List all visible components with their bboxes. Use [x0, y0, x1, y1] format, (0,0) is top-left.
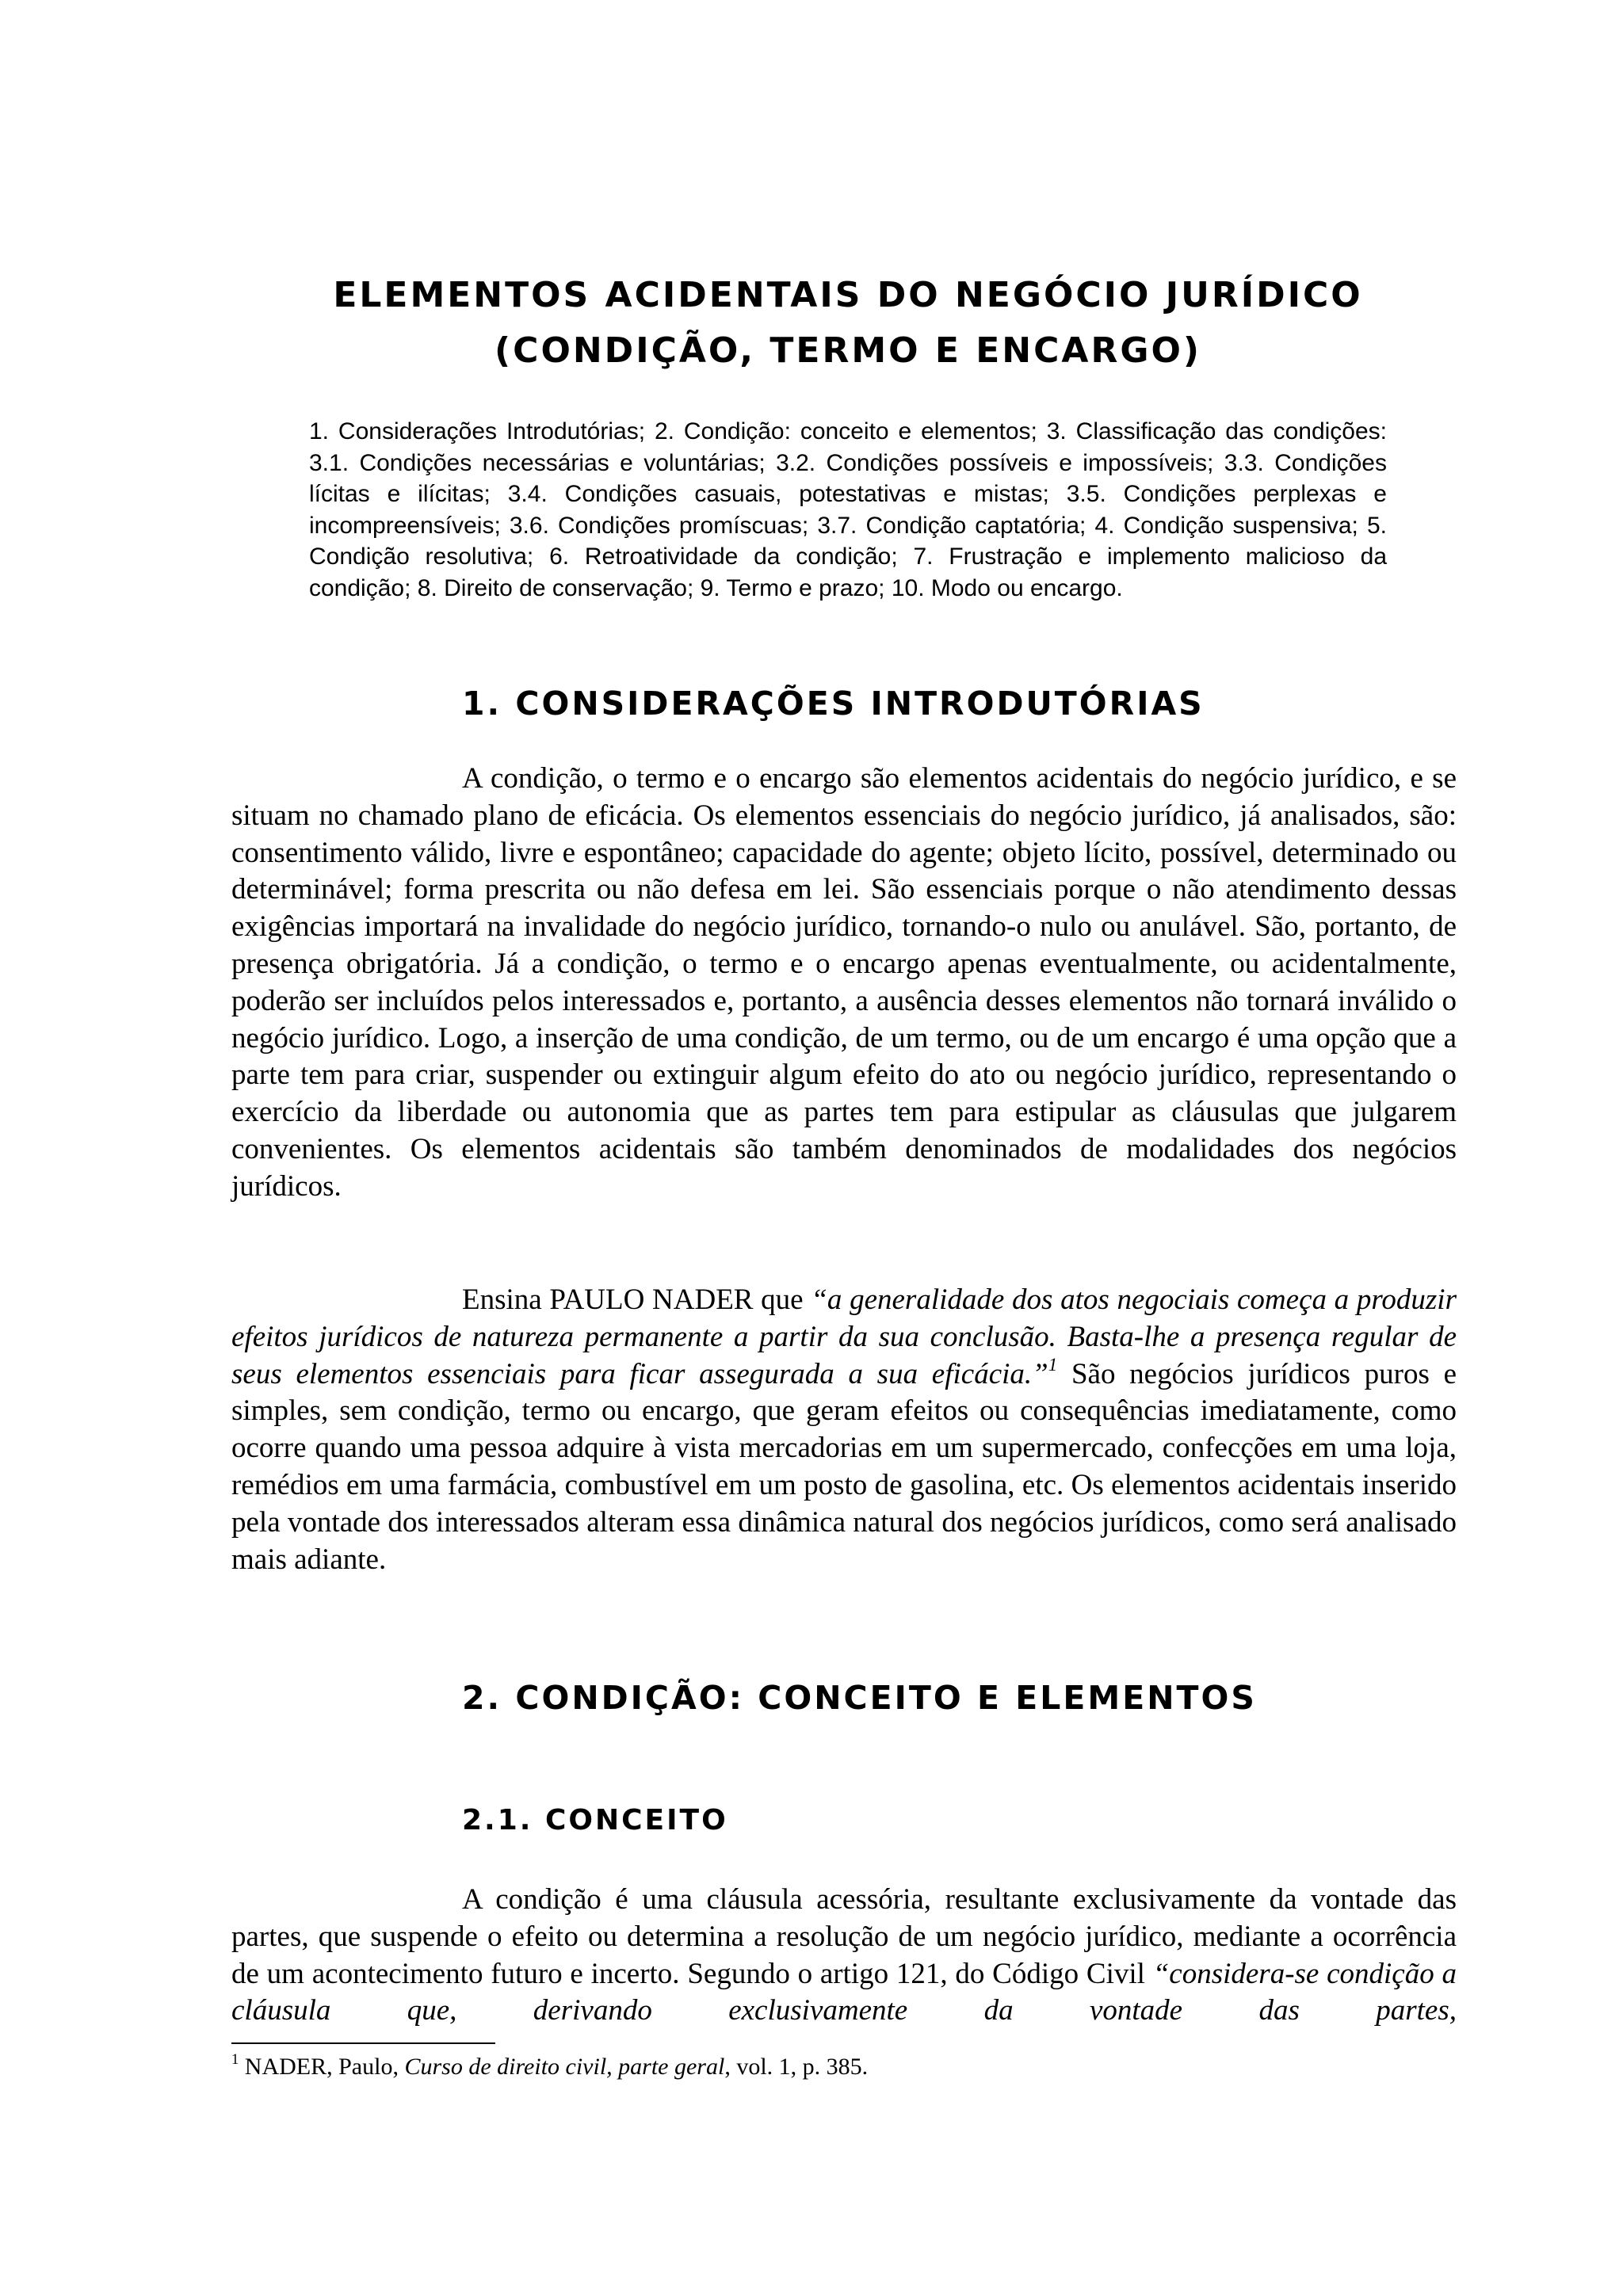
footnote-reference-1: 1: [1048, 1354, 1058, 1375]
section-2-heading: 2. CONDIÇÃO: CONCEITO E ELEMENTOS: [462, 1679, 1257, 1717]
footnote-author: NADER, Paulo,: [239, 2054, 405, 2080]
section-2-1-heading: 2.1. CONCEITO: [462, 1804, 728, 1836]
nader-quote: “a generalidade dos atos negociais começa a produzir efeitos jurídicos de natureza permanente a partir da sua conclusão. Basta-lhe a presença regular de seus elementos essenciais para ficar assegurada a sua eficácia.”: [231, 1283, 1457, 1390]
paragraph-2-rest: São negócios jurídicos puros e simples, sem condição, termo ou encargo, que geram efeitos ou consequências imediatamente, como ocorre quando uma pessoa adquire à vista mercadorias em um supermercado, confecções em uma loja, remédios em uma farmácia, combustível em um posto de gasolina, etc. Os elementos acidentais inserido pela vontade dos interessados alteram essa dinâmica natural dos negócios jurídicos, como será analisado mais adiante.: [231, 1357, 1457, 1576]
footnote-rest: , vol. 1, p. 385.: [724, 2054, 869, 2080]
civil-code-quote: “considera-se condição a cláusula que, derivando exclusivamente da vontade das partes,: [231, 1957, 1457, 2027]
paragraph-2-lead: Ensina PAULO NADER que: [462, 1283, 812, 1316]
section-1-heading: 1. CONSIDERAÇÕES INTRODUTÓRIAS: [462, 685, 1205, 723]
footnote-number: 1: [231, 2050, 239, 2068]
section-1-paragraph-1-text: A condição, o termo e o encargo são elementos acidentais do negócio jurídico, e se situam no chamado plano de eficácia. Os elementos essenciais do negócio jurídico, já analisados, são: consentimento válido, livre e espontâneo; capacidade do agente; objeto lícito, possível, determinado ou determinável; forma prescrita ou não defesa em lei. São essenciais porque o não atendimento dessas exigências importará na invalidade do negócio jurídico, tornando-o nulo ou anulável. São, portanto, de presença obrigatória. Já a condição, o termo e o encargo apenas eventualmente, ou acidentalmente, poderão ser incluídos pelos interessados e, portanto, a ausência desses elementos não tornará inválido o negócio jurídico. Logo, a inserção de uma condição, de um termo, ou de um encargo é uma opção que a parte tem para criar, suspender ou extinguir algum efeito do ato ou negócio jurídico, representando o exercício da liberdade ou autonomia que as partes tem para estipular as cláusulas que julgarem convenientes. Os elementos acidentais são também denominados de modalidades dos negócios jurídicos.: [231, 762, 1457, 1203]
table-of-contents-summary: 1. Considerações Introdutórias; 2. Condição: conceito e elementos; 3. Classificação das condições: 3.1. Condições necessárias e voluntárias; 3.2. Condições possíveis e impossíveis; 3.3. Condições lícitas e ilícitas; 3.4. Condições casuais, potestativas e mistas; 3.5. Condições perplexas e incompreensíveis; 3.6. Condições promíscuas; 3.7. Condição captatória; 4. Condição suspensiva; 5. Condição resolutiva; 6. Retroatividade da condição; 7. Frustração e implemento malicioso da condição; 8. Direito de conservação; 9. Termo e prazo; 10. Modo ou encargo.: [309, 418, 1387, 601]
document-title-line-2: (CONDIÇÃO, TERMO E ENCARGO): [495, 330, 1201, 371]
section-1-paragraph-2: [231, 1282, 1457, 1578]
section-2-1-paragraph-1: [231, 1882, 1457, 2030]
document-title-line-1: ELEMENTOS ACIDENTAIS DO NEGÓCIO JURÍDICO: [333, 275, 1363, 315]
footnote-separator: [231, 2042, 495, 2044]
footnote-1: [231, 2050, 1457, 2081]
section-1-paragraph-1: [231, 761, 1457, 1206]
footnote-work-title: Curso de direito civil, parte geral: [404, 2054, 725, 2080]
section-2-1-paragraph-lead: A condição é uma cláusula acessória, resultante exclusivamente da vontade das partes, que suspende o efeito ou determina a resolução de um negócio jurídico, mediante a ocorrência de um acontecimento futuro e incerto. Segundo o artigo 121, do Código Civil: [231, 1883, 1457, 1990]
